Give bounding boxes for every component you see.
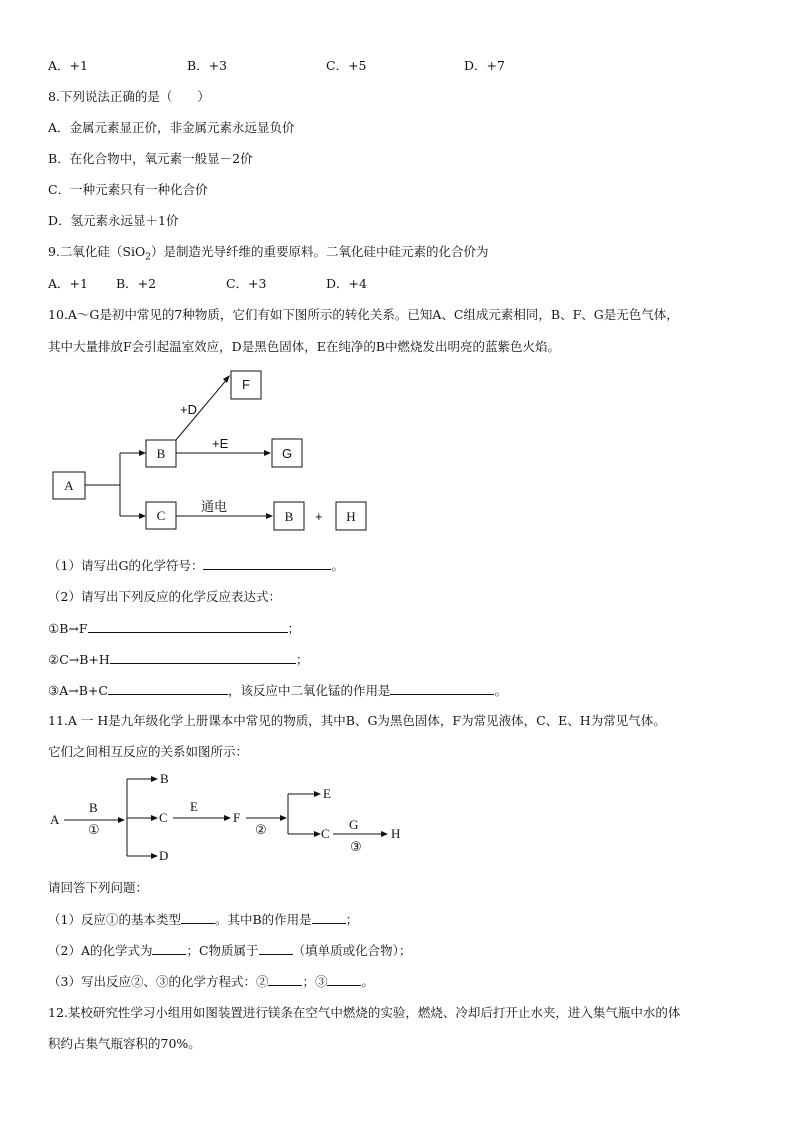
q11-node-a: A xyxy=(50,812,60,827)
q11-label-circle3: ③ xyxy=(350,839,362,854)
q7-option-b: B．+3 xyxy=(187,58,228,73)
q10-box-b-label: B xyxy=(156,446,166,461)
q10-label-electrolysis: 通电 xyxy=(201,499,228,514)
q8-option-a: A．金属元素显正价，非金属元素永远显负价 xyxy=(48,120,295,135)
q11-s1-blank1[interactable] xyxy=(181,911,215,924)
q10-label-plus-d: +D xyxy=(180,402,197,417)
q11-label-circle1: ① xyxy=(88,822,100,837)
q10-box-g-label: G xyxy=(281,446,293,461)
q10-box-a-label: A xyxy=(64,478,74,493)
q11-stem-line2: 它们之间相互反应的关系如图所示： xyxy=(48,744,249,759)
q8-option-b: B．在化合物中，氧元素一般显－2价 xyxy=(48,151,253,166)
q11-label-e: E xyxy=(190,799,198,814)
q11-node-h: H xyxy=(391,826,401,841)
q11-s1: （1）反应①的基本类型 。其中B的作用是 ； xyxy=(48,912,359,927)
q10-label-plus: + xyxy=(315,509,323,524)
q10-r3-blank2[interactable] xyxy=(390,682,494,695)
q11-arrowhead-b xyxy=(151,776,158,782)
q10-arrowhead-b2 xyxy=(266,513,273,519)
q11-diagram xyxy=(50,771,400,863)
q10-arrowhead-g xyxy=(264,450,271,456)
q11-node-e: E xyxy=(323,786,331,801)
q10-label-plus-e: +E xyxy=(212,436,229,451)
q10-r3: ③A→B+C ，该反应中二氧化锰的作用是 。 xyxy=(48,683,507,698)
q12-stem-line2: 积约占集气瓶容积的70%。 xyxy=(48,1036,201,1051)
q10-arrowhead-b xyxy=(139,450,146,456)
q12-stem-line1: 12.某校研究性学习小组用如图装置进行镁条在空气中燃烧的实验，燃烧、冷却后打开止水夹，进入集气瓶中水的体 xyxy=(48,1005,681,1020)
q10-stem-line1: 10.A～G是初中常见的7种物质，它们有如下图所示的转化关系。已知A、C组成元素相同，B、F、G是无色气体， xyxy=(48,307,679,322)
q10-sub1: （1）请写出G的化学符号： 。 xyxy=(48,558,344,573)
q11-s2: （2）A的化学式为 ；C物质属于 （填单质或化合物）； xyxy=(48,943,412,958)
q11-ask: 请回答下列问题： xyxy=(48,880,149,895)
q11-arrowhead-a xyxy=(118,817,125,823)
q9-stem: 9.二氧化硅（SiO$_2$）是制造光导纤维的重要原料。二氧化硅中硅元素的化合价为 xyxy=(48,244,489,263)
q9-option-b: B．+2 xyxy=(116,276,157,291)
q11-arrowhead-c2 xyxy=(314,831,321,837)
q9-option-d: D．+4 xyxy=(326,276,367,291)
q11-s3-blank2[interactable] xyxy=(327,973,361,986)
q10-arrowhead-f xyxy=(223,375,230,383)
q9-option-a: A．+1 xyxy=(48,276,88,291)
q10-box-f-label: F xyxy=(242,377,250,392)
q11-node-b: B xyxy=(160,771,169,786)
q11-label-circle2: ② xyxy=(255,822,267,837)
q9-subscript: 2 xyxy=(145,252,151,263)
q10-r3-blank1[interactable] xyxy=(108,682,228,695)
q7-option-d: D．+7 xyxy=(464,58,505,73)
q10-sub2: （2）请写出下列反应的化学反应表达式： xyxy=(48,589,281,604)
q10-box-h-label: H xyxy=(346,509,356,524)
q11-label-b: B xyxy=(89,800,98,815)
q10-stem-line2: 其中大量排放F会引起温室效应，D是黑色固体，E在纯净的B中燃烧发出明亮的蓝紫色火焰。 xyxy=(48,339,561,354)
q7-option-a: A．+1 xyxy=(48,58,88,73)
q11-s2-blank2[interactable] xyxy=(259,942,293,955)
q8-option-d: D．氢元素永远显＋1价 xyxy=(48,213,179,228)
q11-s3: （3）写出反应②、③的化学方程式：② ；③ 。 xyxy=(48,974,374,989)
q11-s2-blank1[interactable] xyxy=(152,942,186,955)
q10-sub1-blank[interactable] xyxy=(203,557,331,570)
q10-r1-blank[interactable] xyxy=(88,620,288,633)
q11-arrowhead-f2 xyxy=(280,815,287,821)
q11-node-c: C xyxy=(159,810,168,825)
q11-s1-blank2[interactable] xyxy=(312,911,346,924)
q11-arrowhead-c xyxy=(151,815,158,821)
q10-box-b2-label: B xyxy=(284,509,294,524)
q8-stem: 8.下列说法正确的是（ ） xyxy=(48,89,210,104)
q10-arrowhead-c xyxy=(139,513,146,519)
q11-arrowhead-f xyxy=(224,815,231,821)
q9-option-c: C．+3 xyxy=(226,276,267,291)
q11-arrowhead-d xyxy=(151,853,158,859)
q11-label-g: G xyxy=(349,817,359,832)
q11-node-d: D xyxy=(159,848,169,863)
q8-option-c: C．一种元素只有一种化合价 xyxy=(48,182,208,197)
q10-box-c-label: C xyxy=(156,508,166,523)
q11-stem-line1: 11.A 一 H是九年级化学上册课本中常见的物质，其中B、G为黑色固体，F为常见液体，C、E、H为常见气体。 xyxy=(48,713,666,728)
q10-r2-blank[interactable] xyxy=(110,651,296,664)
q7-option-c: C．+5 xyxy=(326,58,367,73)
q11-s3-blank1[interactable] xyxy=(268,973,302,986)
q10-r2: ②C→B+H ； xyxy=(48,652,309,667)
q10-r1: ①B→F ； xyxy=(48,621,301,636)
q11-node-f: F xyxy=(233,810,241,825)
q11-node-c2: C xyxy=(321,826,330,841)
q11-arrowhead-e xyxy=(314,791,321,797)
q11-arrowhead-h xyxy=(381,831,388,837)
